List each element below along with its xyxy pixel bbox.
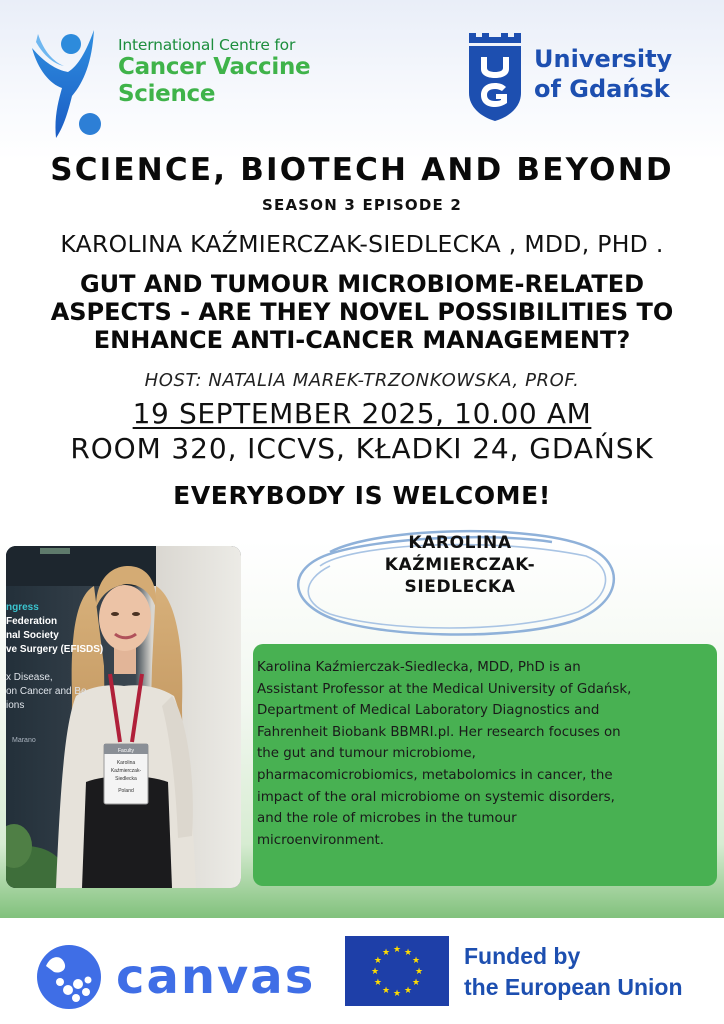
speaker-name-line: SIEDLECKA bbox=[404, 577, 516, 597]
bio-line: Karolina Kaźmierczak-Siedlecka, MDD, PhD is an bbox=[257, 660, 581, 675]
eu-funding-line-2: the European Union bbox=[464, 974, 683, 1000]
eu-star: ★ bbox=[370, 967, 380, 977]
badge-text: Kaźmierczak- bbox=[110, 768, 142, 774]
eu-flag-icon bbox=[345, 936, 449, 1006]
iccvs-line-2: Cancer Vaccine bbox=[118, 54, 311, 80]
canvas-cell-cluster-icon bbox=[34, 944, 104, 1010]
badge-text: Faculty bbox=[117, 748, 135, 754]
season-episode: SEASON 3 EPISODE 2 bbox=[262, 196, 462, 214]
eu-star: ★ bbox=[392, 989, 402, 999]
badge-text: Siedlecka bbox=[115, 776, 137, 782]
banner-text: Marano bbox=[12, 737, 36, 744]
speaker-photo-illustration bbox=[6, 546, 241, 888]
talk-title-line: GUT AND TUMOUR MICROBIOME-RELATED bbox=[79, 270, 645, 298]
eu-star: ★ bbox=[373, 956, 382, 966]
canvas-wordmark: canvas bbox=[116, 949, 316, 1005]
bio-line: impact of the oral microbiome on systemic disorders, bbox=[257, 789, 615, 805]
speaker-name-line: KAŹMIERCZAK- bbox=[384, 555, 536, 575]
iccvs-line-1: International Centre for bbox=[118, 36, 296, 54]
castle-shield-icon bbox=[467, 33, 523, 121]
eu-star: ★ bbox=[392, 945, 402, 955]
bio-line: pharmacomicrobiomics, metabolomics in cancer, the bbox=[257, 767, 613, 783]
banner-text: x Disease, bbox=[6, 672, 53, 683]
university-line-1: University bbox=[534, 45, 673, 73]
eu-star: ★ bbox=[412, 956, 421, 966]
talk-title-line: ASPECTS - ARE THEY NOVEL POSSIBILITIES TO bbox=[50, 298, 674, 326]
speaker-name-label bbox=[360, 532, 560, 598]
banner-text: ngress bbox=[6, 602, 39, 613]
eu-star: ★ bbox=[381, 986, 391, 997]
bio-line: Department of Medical Laboratory Diagnostics and bbox=[257, 703, 600, 719]
event-series-title: SCIENCE, BIOTECH AND BEYOND bbox=[50, 152, 674, 188]
eu-star: ★ bbox=[412, 978, 421, 988]
eu-star: ★ bbox=[414, 967, 424, 977]
eu-star: ★ bbox=[373, 978, 382, 988]
eu-funding-line-1: Funded by bbox=[464, 943, 581, 969]
speaker-name-line: KAROLINA bbox=[408, 533, 512, 553]
banner-text: ve Surgery (EFISDS) bbox=[6, 644, 104, 655]
university-name bbox=[534, 44, 672, 104]
talk-title-line: ENHANCE ANTI-CANCER MANAGEMENT? bbox=[93, 326, 631, 354]
eu-star: ★ bbox=[381, 947, 391, 958]
bio-line: and the role of microbes in the tumour bbox=[257, 811, 517, 827]
badge-text: Poland bbox=[118, 788, 134, 794]
banner-text: on Cancer and Be bbox=[6, 686, 87, 697]
iccvs-logo-icon bbox=[28, 22, 108, 142]
bio-line: the gut and tumour microbiome, bbox=[257, 746, 476, 762]
eu-star: ★ bbox=[403, 947, 413, 958]
banner-text: ions bbox=[6, 700, 25, 711]
university-line-2: of Gdańsk bbox=[534, 75, 670, 103]
welcome-message: EVERYBODY IS WELCOME! bbox=[173, 481, 551, 510]
bio-line: microenvironment. bbox=[257, 832, 385, 848]
eu-funding-text bbox=[464, 941, 683, 1003]
speaker-photo bbox=[6, 546, 241, 888]
bio-line: Fahrenheit Biobank BBMRI.pl. Her research focuses on bbox=[257, 724, 621, 740]
event-date-time: 19 SEPTEMBER 2025, 10.00 AM bbox=[132, 397, 592, 430]
talk-title bbox=[0, 270, 724, 354]
event-location: ROOM 320, ICCVS, KŁADKI 24, GDAŃSK bbox=[70, 432, 654, 465]
speaker-bio bbox=[257, 657, 717, 851]
speaker-credentials: KAROLINA KAŹMIERCZAK-SIEDLECKA , MDD, PHD . bbox=[60, 230, 664, 258]
iccvs-line-3: Science bbox=[118, 81, 216, 107]
bio-line: Assistant Professor at the Medical University of Gdańsk, bbox=[257, 681, 632, 697]
host-line: HOST: NATALIA MAREK-TRZONKOWSKA, PROF. bbox=[144, 370, 580, 391]
iccvs-name bbox=[118, 36, 310, 108]
banner-text: nal Society bbox=[6, 630, 59, 641]
badge-text: Karolina bbox=[116, 760, 136, 766]
banner-text: Federation bbox=[6, 616, 58, 627]
eu-star: ★ bbox=[403, 986, 413, 997]
